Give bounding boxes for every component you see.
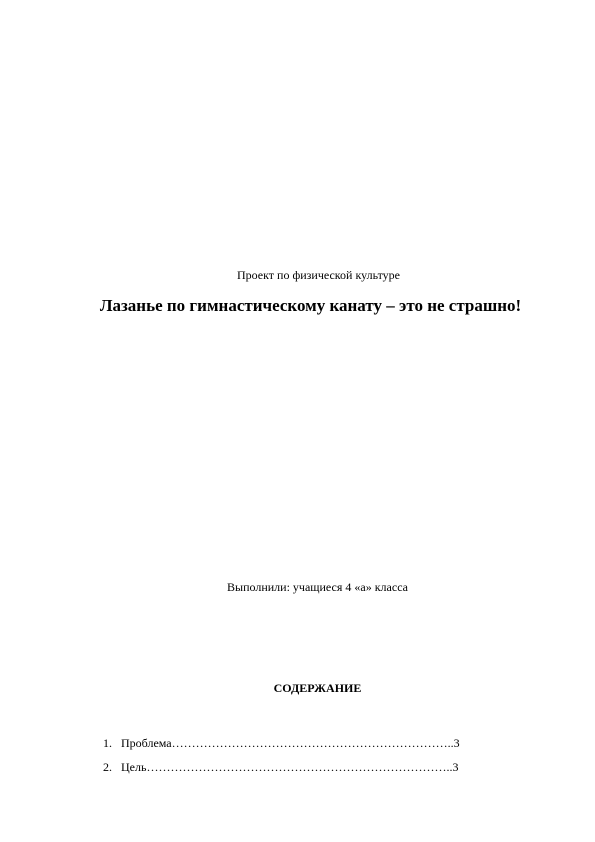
authors-line: Выполнили: учащиеся 4 «а» класса [227, 580, 408, 594]
toc-item-number: 1. [103, 736, 112, 750]
table-of-contents [103, 736, 460, 784]
toc-item-goal [103, 760, 460, 774]
toc-heading: СОДЕРЖАНИЕ [273, 681, 362, 695]
toc-item-text: Цель…………………………………………………………………..3 [121, 760, 459, 774]
toc-item-problem [103, 736, 460, 750]
toc-item-text: Проблема……………………………………………………………..3 [121, 736, 460, 750]
project-title: Лазанье по гимнастическому канату – это не страшно! [99, 296, 522, 315]
toc-item-number: 2. [103, 760, 112, 774]
project-subtitle: Проект по физической культуре [236, 268, 400, 282]
